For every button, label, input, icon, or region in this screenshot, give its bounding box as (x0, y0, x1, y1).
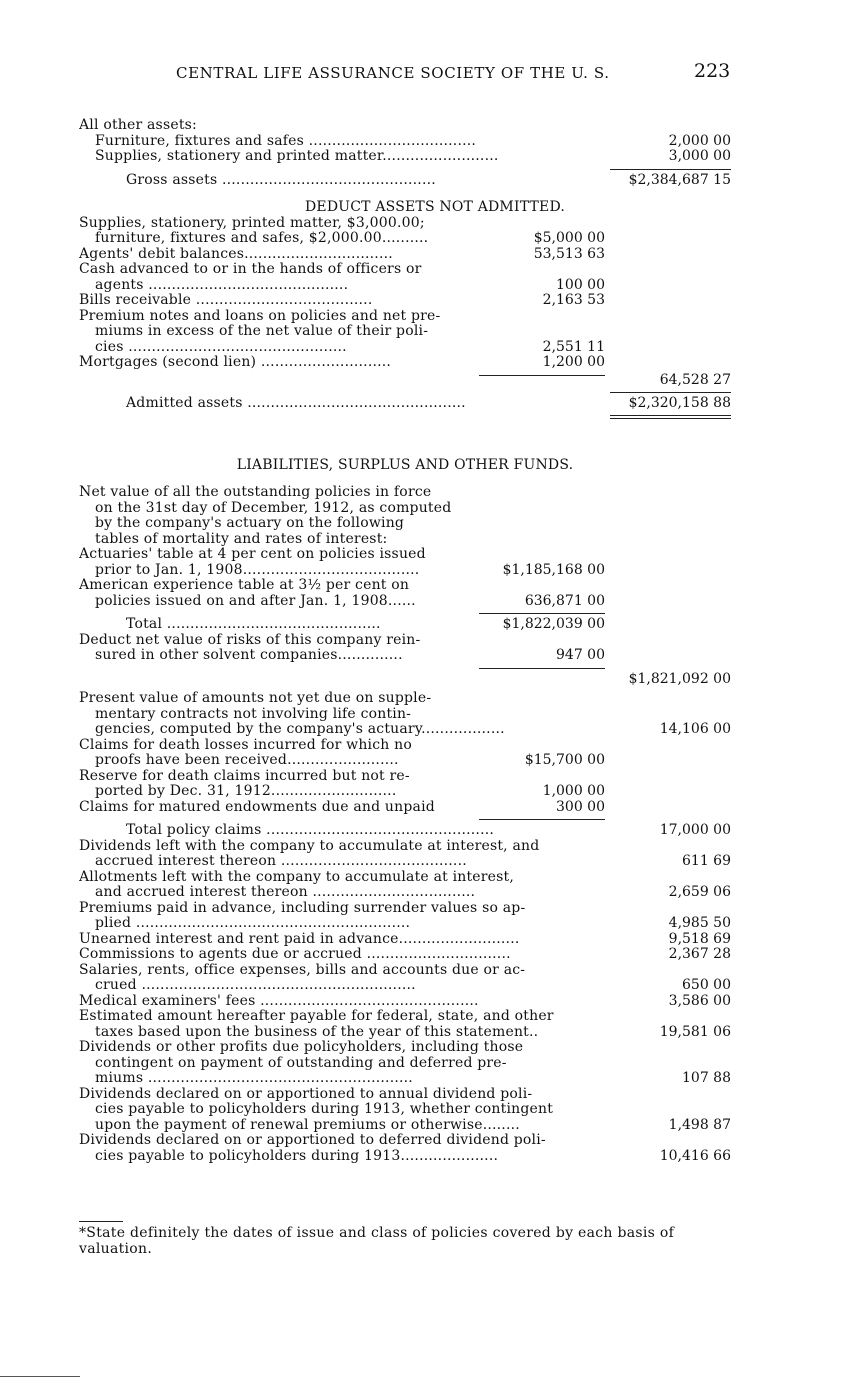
bottom-rule (0, 1376, 80, 1377)
line-item-row (79, 738, 731, 754)
description-line: by the company's actuary on the following (95, 516, 405, 531)
line-item-text: Dividends declared on or apportioned to annual dividend poli- (79, 1086, 533, 1102)
asset-row-furniture (79, 134, 731, 150)
line-item-text: ported by Dec. 31, 1912........................... (95, 784, 397, 799)
line-item-text: Dividends declared on or apportioned to deferred dividend poli- (79, 1133, 546, 1148)
line-item-value: 9,518 69 (668, 930, 731, 947)
line-item-text: Allotments left with the company to accumulate at interest, (79, 869, 515, 885)
admitted-assets-row (79, 396, 731, 412)
gross-assets-value: $2,384,687 15 (628, 171, 731, 188)
line-item-value: 19,581 06 (659, 1023, 731, 1040)
line-item-text: cies payable to policyholders during 1913..................... (95, 1148, 499, 1164)
line-item-row (79, 1133, 731, 1149)
line-item-text: sured in other solvent companies.............. (95, 648, 403, 663)
reserve-total-label: Total .............................................. (126, 617, 381, 632)
line-item-value: 300 00 (556, 798, 605, 815)
line-item-row (79, 769, 731, 785)
line-item-text: miums in excess of the net value of their poli- (95, 324, 429, 339)
line-item-row (79, 247, 731, 263)
line-item-value: 650 00 (682, 977, 731, 993)
line-item-row (79, 784, 731, 800)
line-item-value: 3,586 00 (668, 992, 731, 1009)
line-item-value: $5,000 00 (533, 230, 605, 246)
asset-label: Furniture, fixtures and safes .................................... (95, 133, 477, 149)
line-item-text: Commissions to agents due or accrued ............................... (79, 947, 511, 962)
description-line: on the 31st day of December, 1912, as computed (95, 500, 452, 516)
rule (79, 815, 731, 823)
line-item-value: 1,200 00 (542, 354, 605, 370)
line-item-value: 2,551 11 (542, 338, 605, 355)
line-item-value: 2,659 06 (668, 884, 731, 900)
line-item-text: Claims for matured endowments due and unpaid (79, 799, 435, 815)
line-item-row (79, 633, 731, 649)
line-item-text: cies ............................................... (95, 339, 347, 355)
line-item-row (79, 1025, 731, 1041)
line-item-value: 1,498 87 (668, 1116, 731, 1133)
rule (79, 609, 731, 617)
line-item-row (79, 1102, 731, 1118)
line-item-row (79, 1071, 731, 1087)
description-line: Net value of all the outstanding policies in force (79, 485, 432, 500)
line-item-row (79, 800, 731, 816)
line-item-row (79, 309, 731, 325)
line-item-row (79, 1087, 731, 1103)
line-item-text: plied ........................................................... (95, 916, 411, 931)
line-item-value: $15,700 00 (524, 752, 605, 768)
line-item-value: 10,416 66 (659, 1147, 731, 1164)
deduct-reinsurance (79, 633, 731, 664)
line-item-row (79, 293, 731, 309)
line-item-text: proofs have been received........................ (95, 753, 399, 768)
line-item-text: Premium notes and loans on policies and net pre- (79, 308, 441, 324)
line-item-text: prior to Jan. 1, 1908...................................... (95, 562, 420, 578)
reserve-total-value: $1,822,039 00 (502, 616, 605, 632)
deduct-items (79, 216, 731, 371)
line-item-text: Dividends or other profits due policyholders, including those (79, 1040, 524, 1055)
line-item-text: Salaries, rents, office expenses, bills and accounts due or ac- (79, 962, 526, 978)
line-item-text: American experience table at 3½ per cent on (79, 578, 410, 593)
line-item-value: 14,106 00 (659, 721, 731, 737)
running-title: CENTRAL LIFE ASSURANCE SOCIETY OF THE U. S. (176, 64, 610, 82)
line-item-row (79, 994, 731, 1010)
page-number: 223 (694, 60, 731, 82)
line-item-row (79, 722, 731, 738)
line-item-text: Deduct net value of risks of this company rein- (79, 632, 421, 648)
supplementary-contracts (79, 691, 731, 738)
line-item-text: cies payable to policyholders during 1913, whether contingent (95, 1102, 554, 1117)
line-item-row (79, 753, 731, 769)
gross-assets-row (79, 173, 731, 189)
line-item-row (79, 932, 731, 948)
line-item-row (79, 1149, 731, 1165)
line-item-text: Claims for death losses incurred for which no (79, 737, 412, 753)
liability-items (79, 839, 731, 1165)
line-item-row (79, 854, 731, 870)
line-item-text: Unearned interest and rent paid in advance.......................... (79, 931, 520, 947)
line-item-value: 2,163 53 (542, 292, 605, 308)
asset-row-supplies (79, 149, 731, 165)
double-rule (79, 412, 731, 424)
line-item-row (79, 839, 731, 855)
line-item-row (79, 916, 731, 932)
line-item-text: Agents' debit balances................................ (79, 246, 393, 262)
line-item-text: Reserve for death claims incurred but not re- (79, 768, 410, 784)
total-policy-claims-value: 17,000 00 (659, 822, 731, 838)
asset-value: 2,000 00 (668, 132, 731, 149)
line-item-row (79, 947, 731, 963)
line-item-row (79, 1118, 731, 1134)
line-item-row (79, 547, 731, 563)
deduct-total-row (79, 373, 731, 389)
asset-label: Supplies, stationery and printed matter......................... (95, 149, 499, 164)
line-item-value: 947 00 (556, 647, 605, 663)
line-item-value: 611 69 (682, 853, 731, 869)
net-reserve-row (79, 672, 731, 688)
line-item-text: Premiums paid in advance, including surrender values so ap- (79, 900, 526, 916)
line-item-value: $1,185,168 00 (502, 561, 605, 578)
line-item-text: Bills receivable ...................................... (79, 293, 373, 308)
line-item-text: miums ......................................................... (95, 1071, 413, 1086)
net-reserve-value: $1,821,092 00 (628, 670, 731, 687)
all-other-assets-label: All other assets: (79, 118, 197, 133)
line-item-text: crued ........................................................... (95, 978, 416, 993)
reserve-tables (79, 547, 731, 609)
line-item-text: contingent on payment of outstanding and deferred pre- (95, 1055, 507, 1071)
line-item-row (79, 1056, 731, 1072)
line-item-value: 107 88 (682, 1070, 731, 1086)
liabilities-heading: LIABILITIES, SURPLUS AND OTHER FUNDS. (236, 457, 574, 473)
line-item-row (79, 340, 731, 356)
line-item-row (79, 278, 731, 294)
net-value-description (79, 485, 731, 547)
line-item-row (79, 563, 731, 579)
line-item-text: agents ........................................... (95, 277, 349, 293)
line-item-text: gencies, computed by the company's actuary.................. (95, 722, 505, 737)
line-item-value: 636,871 00 (524, 592, 605, 609)
line-item-text: Dividends left with the company to accumulate at interest, and (79, 838, 540, 854)
line-item-text: accrued interest thereon ........................................ (95, 854, 467, 869)
line-item-row (79, 1040, 731, 1056)
line-item-row (79, 578, 731, 594)
line-item-row (79, 594, 731, 610)
line-item-row (79, 963, 731, 979)
line-item-row (79, 870, 731, 886)
deduct-total-value: 64,528 27 (659, 371, 731, 388)
deduct-heading: DEDUCT ASSETS NOT ADMITTED. (304, 200, 566, 215)
line-item-text: Estimated amount hereafter payable for federal, state, and other (79, 1009, 554, 1024)
line-item-row (79, 324, 731, 340)
line-item-value: 4,985 50 (668, 915, 731, 931)
line-item-row (79, 885, 731, 901)
total-policy-claims-label: Total policy claims ................................................. (126, 823, 495, 838)
statement-body (79, 118, 731, 1164)
line-item-text: policies issued on and after Jan. 1, 1908...... (95, 593, 416, 609)
total-policy-claims-row (79, 823, 731, 839)
gross-assets-label: Gross assets .............................................. (126, 172, 436, 188)
description-line: tables of mortality and rates of interest: (95, 531, 388, 547)
footnote: *State definitely the dates of issue and class of policies covered by each basis of valuation. (79, 1225, 675, 1257)
line-item-value: 53,513 63 (533, 245, 605, 262)
line-item-row (79, 231, 731, 247)
line-item-value: 100 00 (556, 276, 605, 293)
line-item-text: Actuaries' table at 4 per cent on policies issued (79, 547, 426, 562)
line-item-text: Medical examiners' fees ............................................... (79, 993, 479, 1009)
line-item-text: furniture, fixtures and safes, $2,000.00.......... (95, 231, 429, 246)
line-item-text: Cash advanced to or in the hands of officers or (79, 262, 422, 277)
footnote-rule (79, 1221, 123, 1222)
line-item-value: 1,000 00 (542, 783, 605, 799)
line-item-text: mentary contracts not involving life contin- (95, 706, 412, 722)
line-item-row (79, 691, 731, 707)
admitted-assets-label: Admitted assets ............................................... (126, 396, 466, 411)
reserve-total-row (79, 617, 731, 633)
line-item-text: taxes based upon the business of the year of this statement.. (95, 1024, 539, 1040)
line-item-text: Present value of amounts not yet due on supple- (79, 691, 432, 706)
line-item-row (79, 1009, 731, 1025)
admitted-assets-value: $2,320,158 88 (628, 395, 731, 411)
page-header (0, 60, 863, 86)
line-item-row (79, 707, 731, 723)
line-item-text: Mortgages (second lien) ............................ (79, 355, 392, 370)
line-item-value: 2,367 28 (668, 946, 731, 962)
line-item-row (79, 978, 731, 994)
line-item-row (79, 901, 731, 917)
claims-list (79, 738, 731, 816)
asset-value: 3,000 00 (668, 148, 731, 164)
line-item-row (79, 262, 731, 278)
line-item-text: and accrued interest thereon ................................... (95, 885, 476, 900)
line-item-row (79, 648, 731, 664)
line-item-text: upon the payment of renewal premiums or otherwise........ (95, 1117, 520, 1133)
line-item-row (79, 216, 731, 232)
line-item-text: Supplies, stationery, printed matter, $3,000.00; (79, 215, 425, 231)
line-item-row (79, 355, 731, 371)
